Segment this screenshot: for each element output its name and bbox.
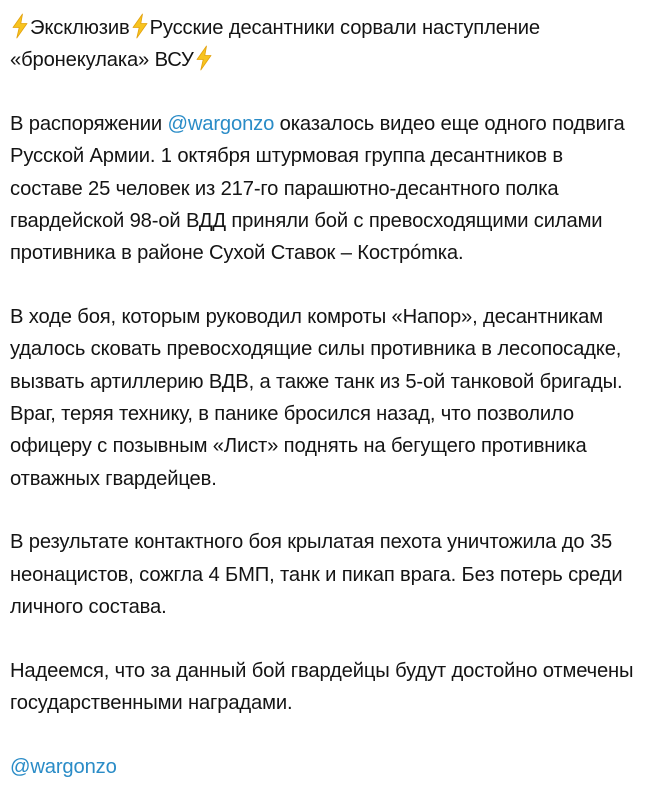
title-part-1: Эксклюзив: [30, 17, 130, 39]
lightning-icon: [10, 13, 30, 39]
post-title: [10, 12, 635, 77]
paragraph-1: [10, 108, 635, 269]
paragraph-2: В ходе боя, которым руководил комроты «Напор», десантникам удалось сковать превосходящие силы противника в лесопосадке, вызвать артиллерию ВДВ, а также танк из 5-ой танковой бригады. Враг, теряя технику, в панике бросился назад, что позволило офицеру с позывным «Лист» поднять на бегущего противника отважных гвардейцев.: [10, 306, 623, 490]
lightning-icon: [130, 13, 150, 39]
paragraph-3: В результате контактного боя крылатая пехота уничтожила до 35 неонацистов, сожгла 4 БМП, танк и пикап врага. Без потерь среди личного состава.: [10, 531, 623, 618]
title-part-2: Русские десантники сорвали наступление «бронекулака» ВСУ: [10, 17, 540, 72]
signature-mention-link[interactable]: @wargonzo: [10, 755, 117, 778]
message-text: [10, 12, 635, 783]
lightning-icon: [194, 45, 214, 71]
paragraph-1-rest: оказалось видео еще одного подвига Русской Армии. 1 октября штурмовая группа десантников в составе 25 человек из 217-го парашютно-десантного полка гвардейской 98-ой ВДД приняли бой с превосходящими силами противника в районе Сухой Ставок – Кострómка.: [10, 113, 625, 265]
signature: [10, 751, 635, 783]
paragraph-1-intro: В распоряжении: [10, 113, 168, 136]
mention-link[interactable]: @wargonzo: [167, 113, 275, 136]
paragraph-4: Надеемся, что за данный бой гвардейцы будут достойно отмечены государственными наградами.: [10, 659, 634, 715]
